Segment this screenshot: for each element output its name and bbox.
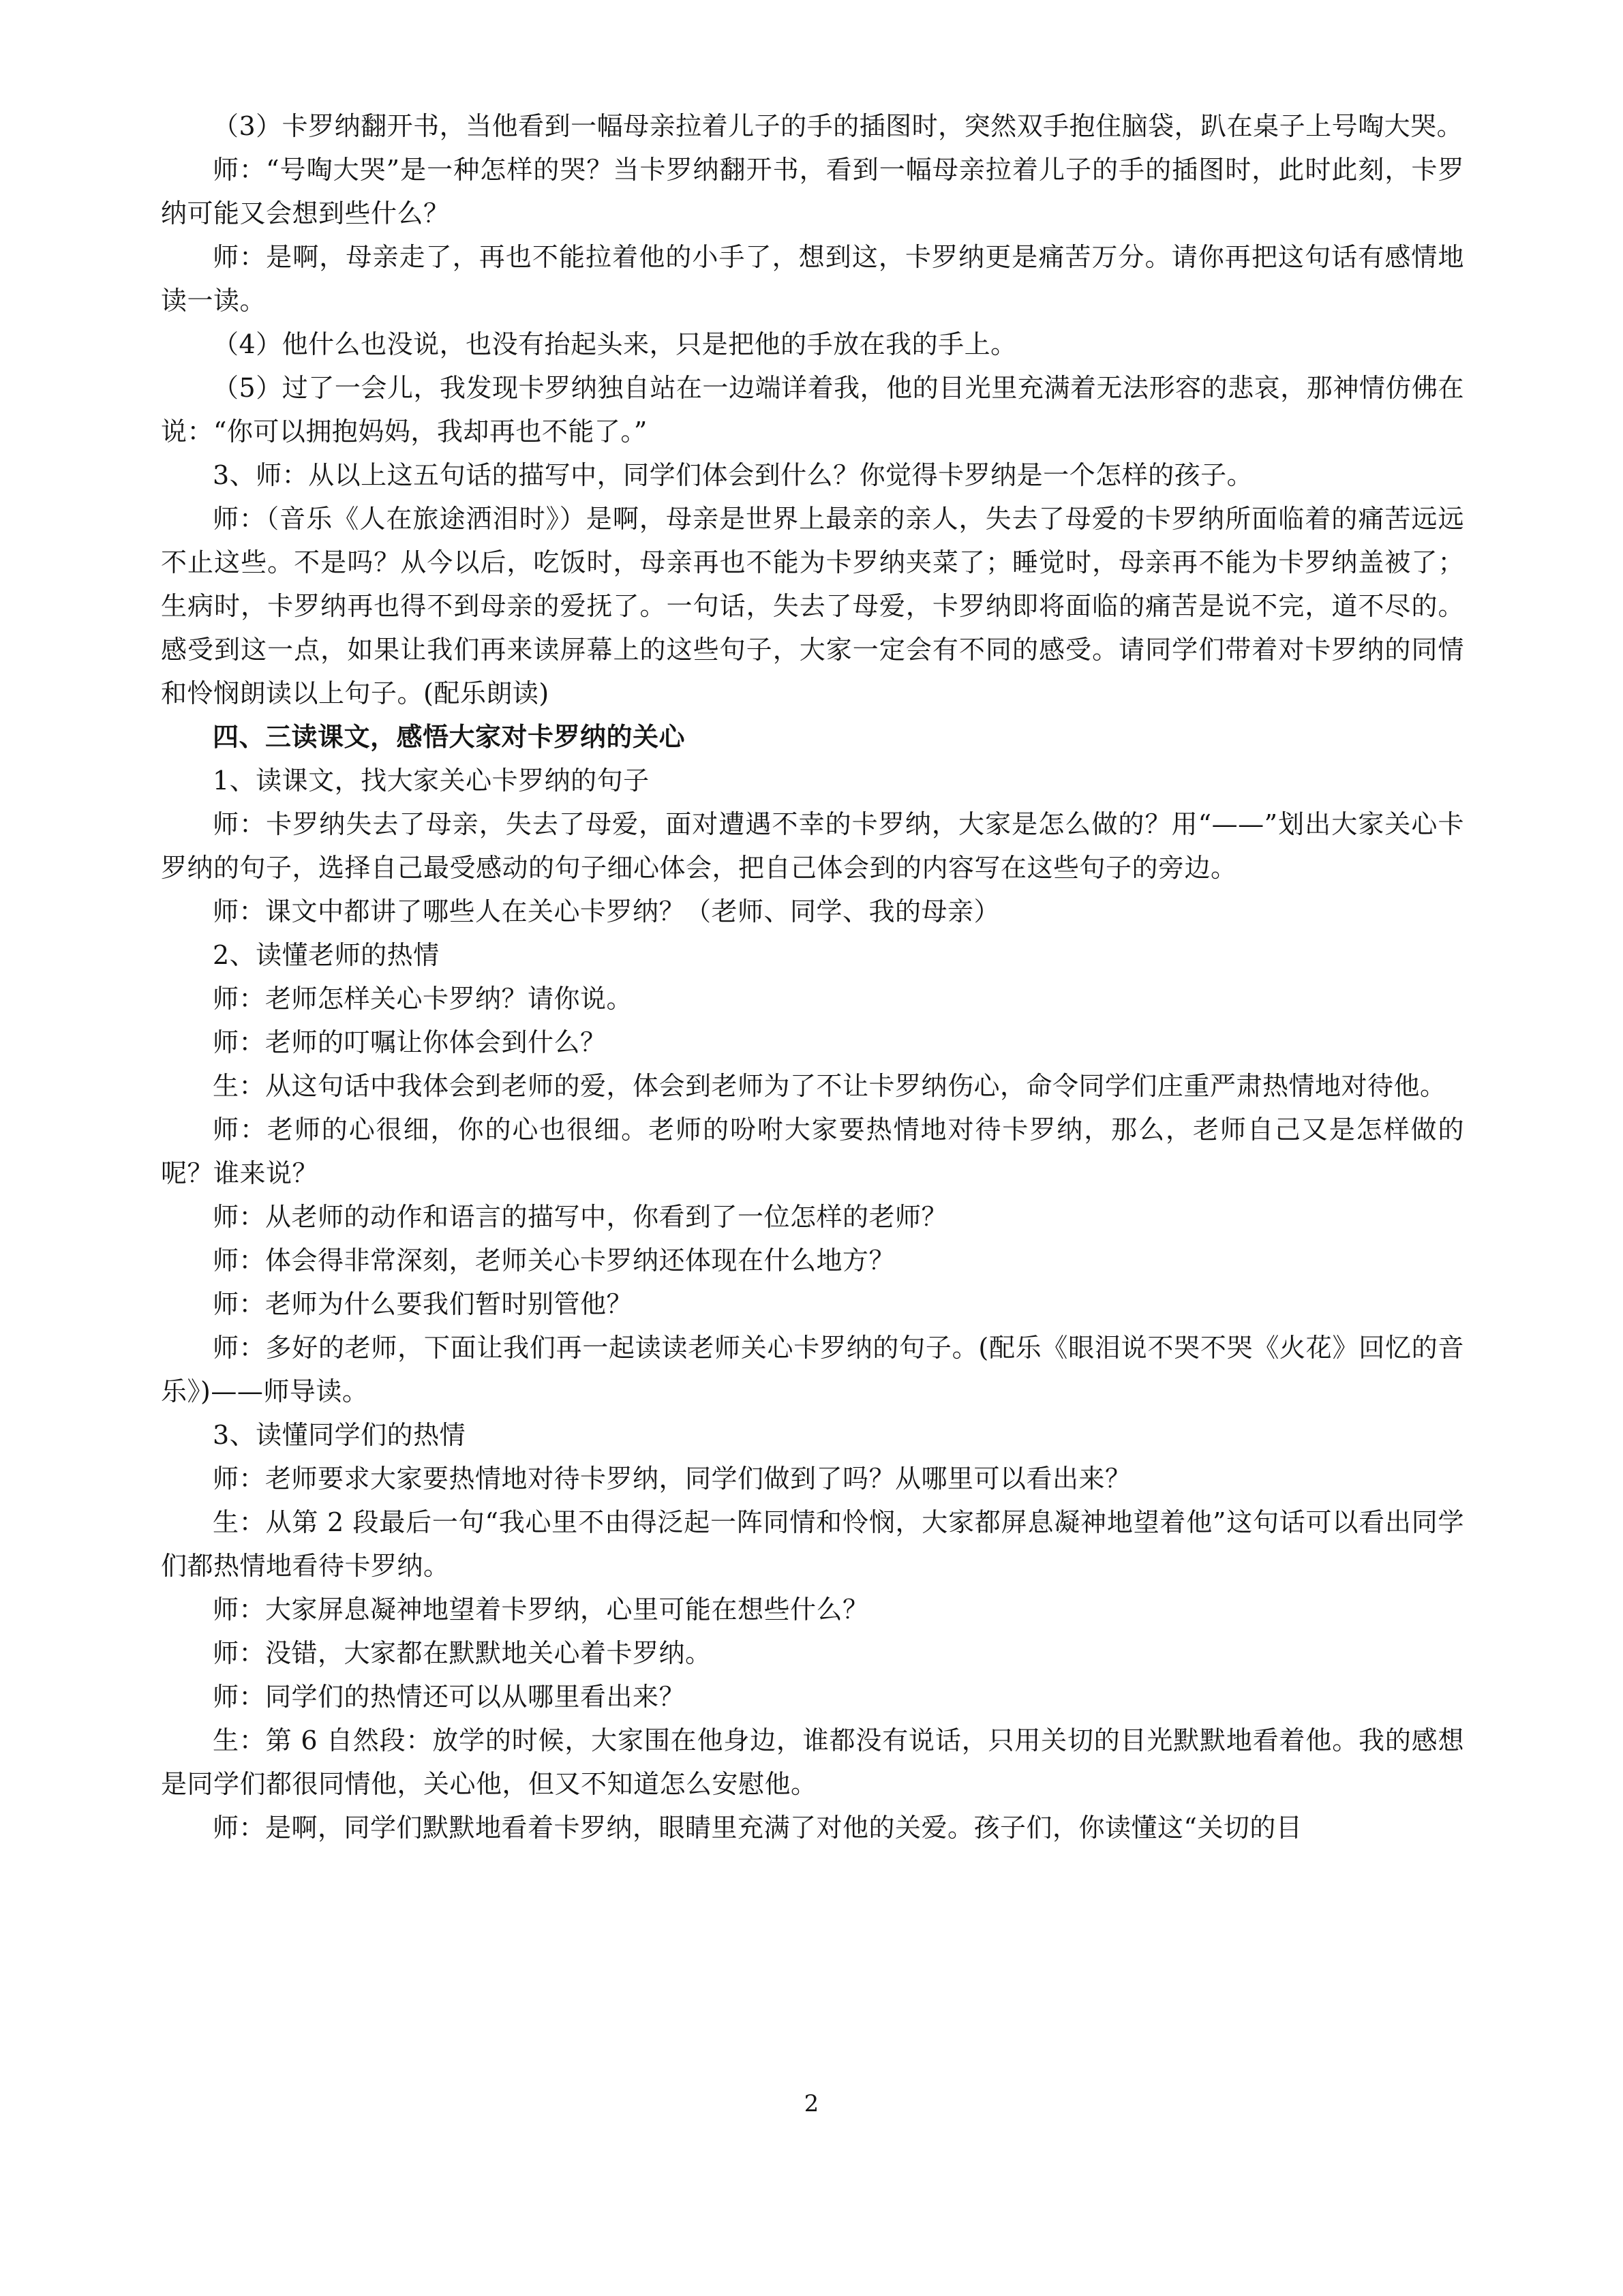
document-body <box>161 104 1464 1849</box>
paragraph: 师：老师怎样关心卡罗纳？请你说。 <box>213 984 633 1014</box>
paragraph: 师：老师要求大家要热情地对待卡罗纳，同学们做到了吗？从哪里可以看出来？ <box>213 1464 1132 1494</box>
paragraph: 师：“号啕大哭”是一种怎样的哭？当卡罗纳翻开书，看到一幅母亲拉着儿子的手的插图时，此时此刻，卡罗纳可能又会想到些什么？ <box>161 155 1464 228</box>
paragraph: 3、师：从以上这五句话的描写中，同学们体会到什么？你觉得卡罗纳是一个怎样的孩子。 <box>213 460 1254 490</box>
paragraph: 师：（音乐《人在旅途洒泪时》）是啊，母亲是世界上最亲的亲人，失去了母爱的卡罗纳所面临着的痛苦远远不止这些。不是吗？从今以后，吃饭时，母亲再也不能为卡罗纳夹菜了；睡觉时，母亲再不能为卡罗纳盖被了；生病时，卡罗纳再也得不到母亲的爱抚了。一句话，失去了母爱，卡罗纳即将面临的痛苦是说不完，道不尽的。感受到这一点，如果让我们再来读屏幕上的这些句子，大家一定会有不同的感受。请同学们带着对卡罗纳的同情和怜悯朗读以上句子。(配乐朗读) <box>161 504 1464 708</box>
paragraph: 生：从第 2 段最后一句“我心里不由得泛起一阵同情和怜悯，大家都屏息凝神地望着他”这句话可以看出同学们都热情地看待卡罗纳。 <box>161 1507 1464 1581</box>
paragraph: 师：是啊，同学们默默地看着卡罗纳，眼睛里充满了对他的关爱。孩子们，你读懂这“关切的目 <box>213 1813 1303 1843</box>
paragraph: （5）过了一会儿，我发现卡罗纳独自站在一边端详着我，他的目光里充满着无法形容的悲哀，那神情仿佛在说：“你可以拥抱妈妈，我却再也不能了。” <box>161 373 1464 447</box>
paragraph: 师：老师为什么要我们暂时别管他？ <box>213 1289 633 1319</box>
section-heading: 四、三读课文，感悟大家对卡罗纳的关心 <box>213 721 686 752</box>
paragraph: 3、读懂同学们的热情 <box>213 1420 466 1450</box>
page-number: 2 <box>804 2090 819 2117</box>
paragraph: 师：没错，大家都在默默地关心着卡罗纳。 <box>213 1638 712 1668</box>
paragraph: 1、读课文，找大家关心卡罗纳的句子 <box>213 766 650 796</box>
paragraph: 师：大家屏息凝神地望着卡罗纳，心里可能在想些什么？ <box>213 1595 869 1625</box>
paragraph: 师：课文中都讲了哪些人在关心卡罗纳？（老师、同学、我的母亲） <box>213 896 1001 926</box>
paragraph: （4）他什么也没说，也没有抬起头来，只是把他的手放在我的手上。 <box>213 329 1017 359</box>
paragraph: 师：卡罗纳失去了母亲，失去了母爱，面对遭遇不幸的卡罗纳，大家是怎么做的？用“——”划出大家关心卡罗纳的句子，选择自己最受感动的句子细心体会，把自己体会到的内容写在这些句子的旁边。 <box>161 809 1464 883</box>
paragraph: 师：老师的心很细，你的心也很细。老师的吩咐大家要热情地对待卡罗纳，那么，老师自己又是怎样做的呢？谁来说？ <box>161 1115 1464 1188</box>
paragraph: 师：是啊，母亲走了，再也不能拉着他的小手了，想到这，卡罗纳更是痛苦万分。请你再把这句话有感情地读一读。 <box>161 242 1464 316</box>
paragraph: 生：从这句话中我体会到老师的爱，体会到老师为了不让卡罗纳伤心，命令同学们庄重严肃热情地对待他。 <box>213 1071 1446 1101</box>
paragraph: 师：老师的叮嘱让你体会到什么？ <box>213 1027 607 1057</box>
paragraph: 师：体会得非常深刻，老师关心卡罗纳还体现在什么地方？ <box>213 1245 896 1275</box>
paragraph: 师：同学们的热情还可以从哪里看出来？ <box>213 1682 686 1712</box>
paragraph: 生：第 6 自然段：放学的时候，大家围在他身边，谁都没有说话，只用关切的目光默默地看着他。我的感想是同学们都很同情他，关心他，但又不知道怎么安慰他。 <box>161 1725 1464 1799</box>
paragraph: （3）卡罗纳翻开书，当他看到一幅母亲拉着儿子的手的插图时，突然双手抱住脑袋，趴在桌子上号啕大哭。 <box>213 111 1463 141</box>
paragraph: 2、读懂老师的热情 <box>213 940 440 970</box>
paragraph: 师：多好的老师，下面让我们再一起读读老师关心卡罗纳的句子。(配乐《眼泪说不哭不哭《火花》回忆的音乐》)——师导读。 <box>161 1333 1464 1406</box>
paragraph: 师：从老师的动作和语言的描写中，你看到了一位怎样的老师？ <box>213 1202 948 1232</box>
